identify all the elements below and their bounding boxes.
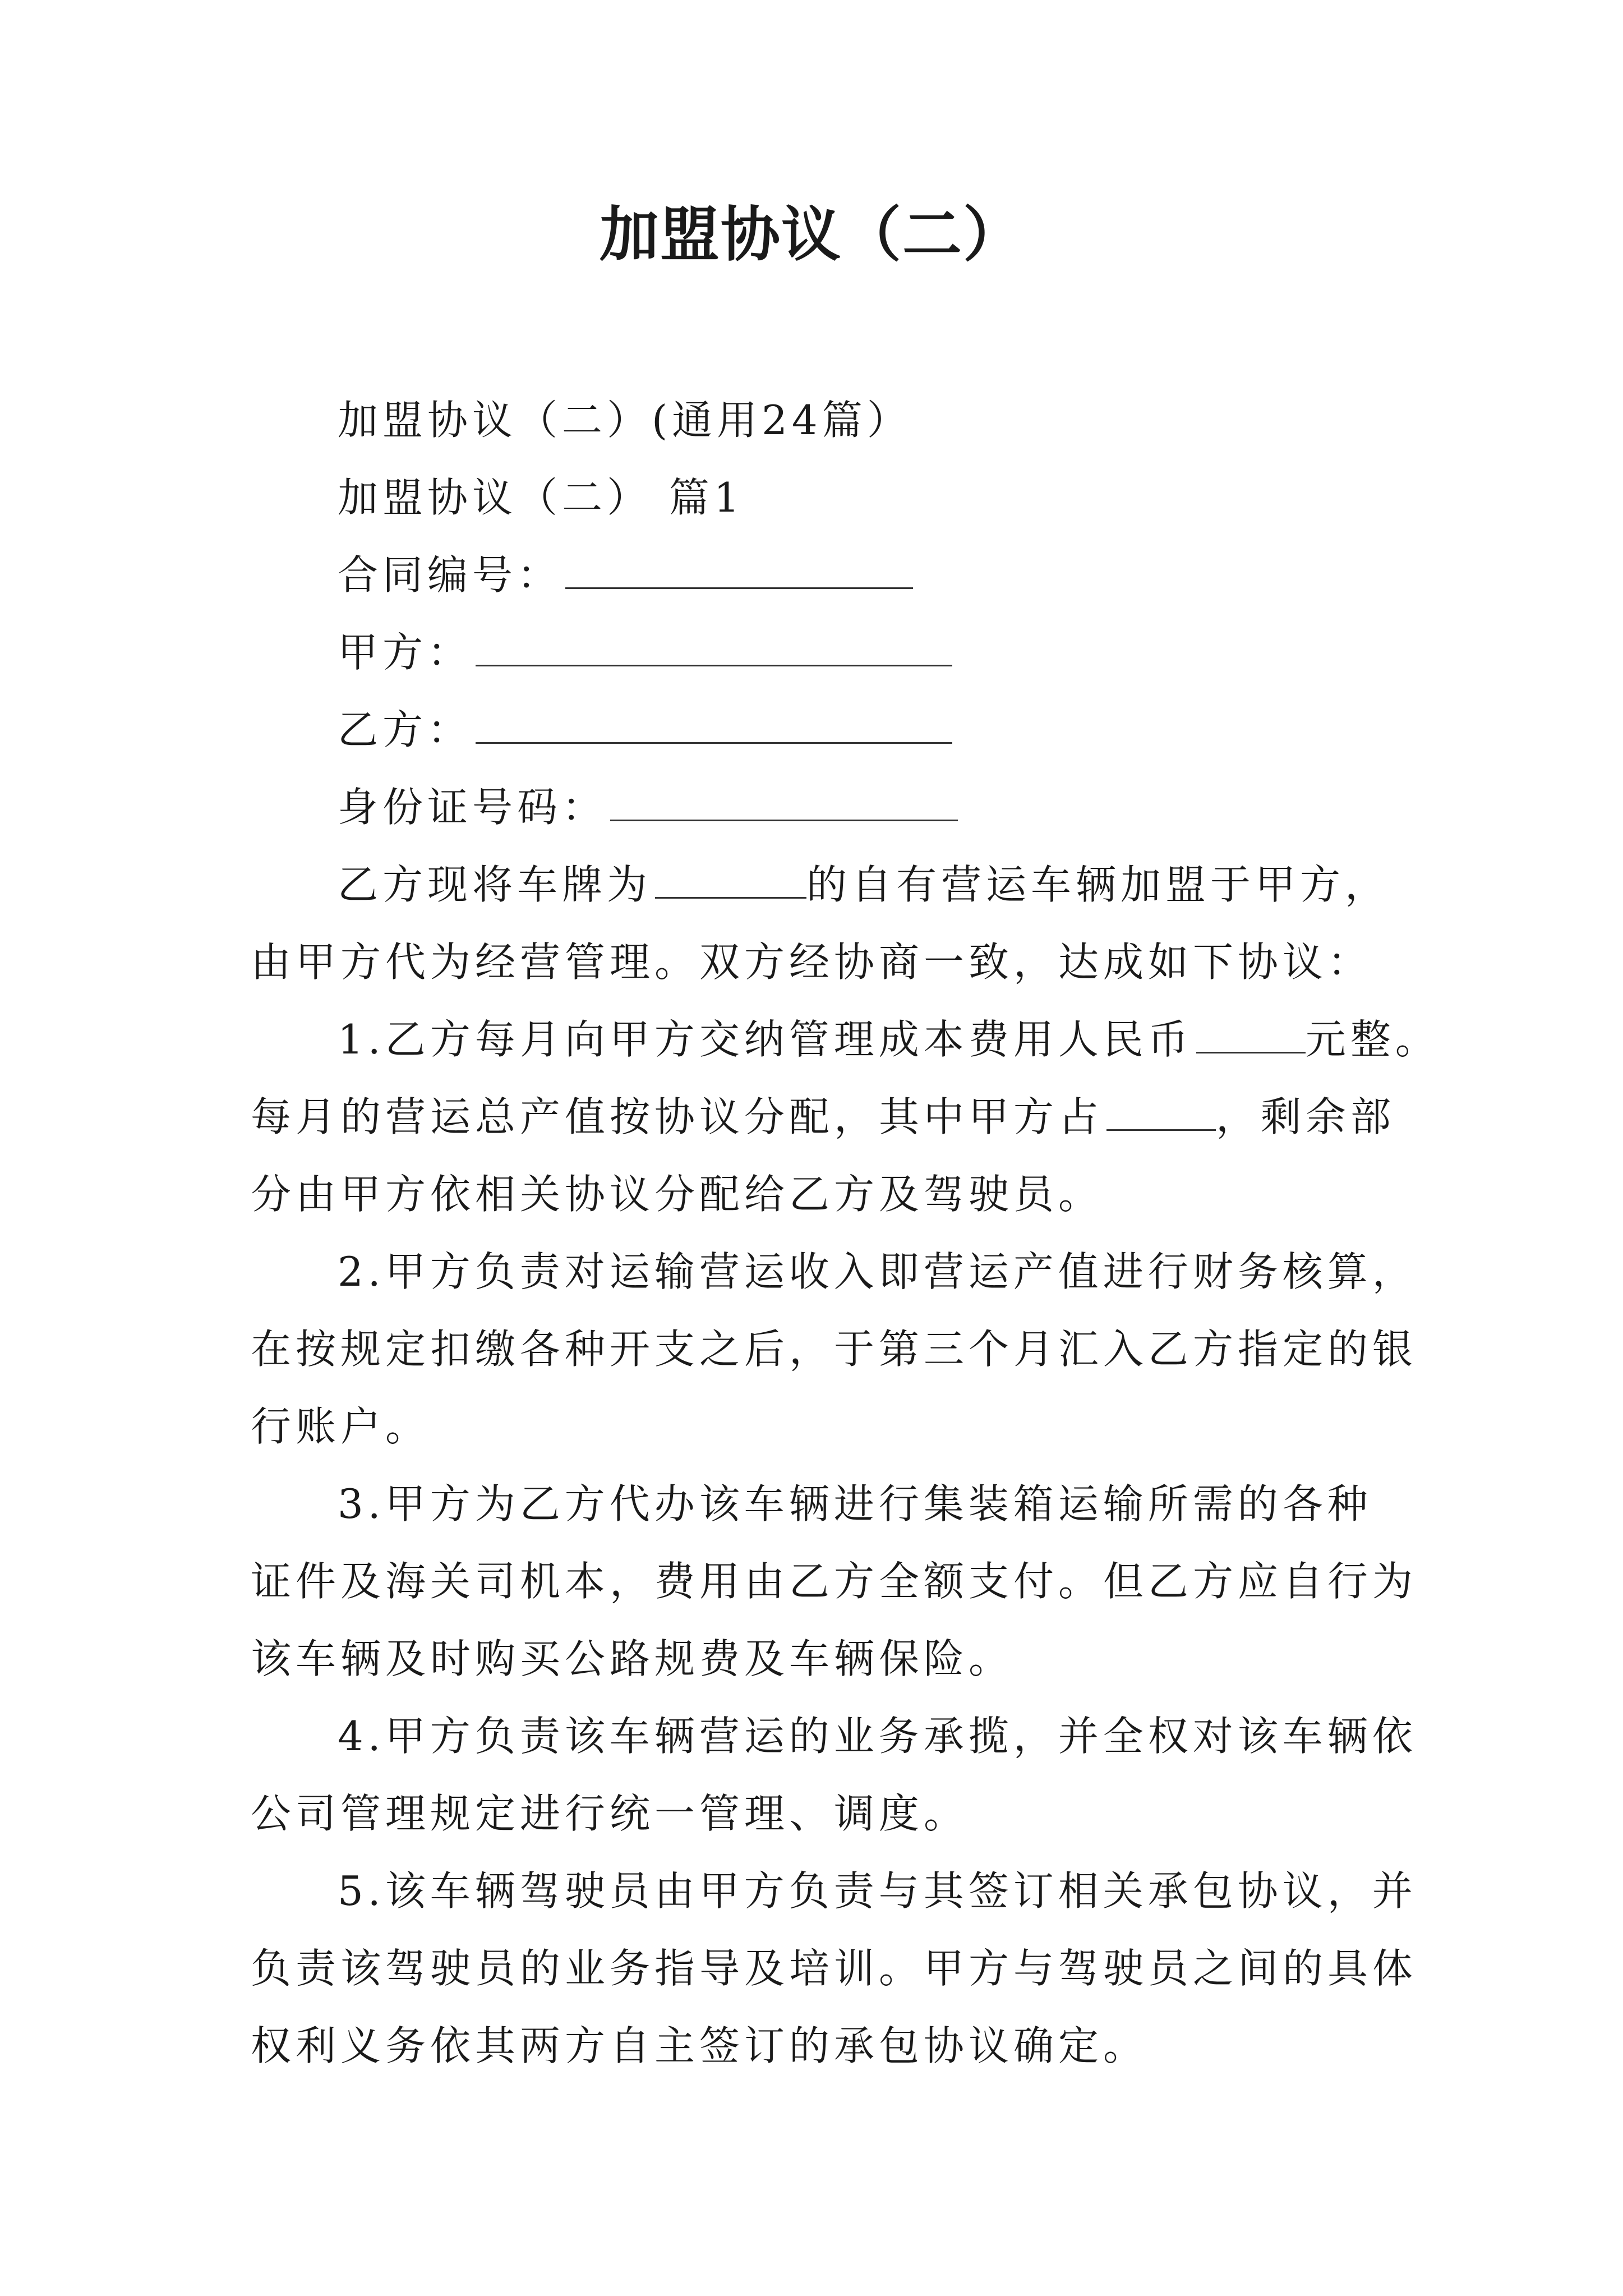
share-percent-blank bbox=[1106, 1097, 1216, 1131]
clause-2-line-1: 2.甲方负责对运输营运收入即营运产值进行财务核算， bbox=[338, 1248, 1417, 1295]
id-number-label: 身份证号码： bbox=[338, 784, 607, 831]
clause-1-line-3: 分由甲方依相关协议分配给乙方及驾驶员。 bbox=[251, 1171, 1104, 1218]
party-b-label: 乙方： bbox=[338, 706, 473, 753]
contract-number-blank bbox=[565, 555, 913, 589]
party-b-field bbox=[251, 691, 1372, 769]
clause-1-line-2 bbox=[251, 1078, 1396, 1156]
id-number-blank bbox=[610, 787, 958, 821]
party-b-blank bbox=[476, 710, 952, 744]
intro-line-2: 由甲方代为经营管理。双方经协商一致，达成如下协议： bbox=[251, 938, 1373, 986]
clause-1-line-2-text-1: 每月的营运总产值按协议分配，其中甲方占 bbox=[251, 1093, 1104, 1140]
clause-5-line-1: 5.该车辆驾驶员由甲方负责与其签订相关承包协议，并 bbox=[338, 1867, 1417, 1915]
clause-3-line-3: 该车辆及时购买公路规费及车辆保险。 bbox=[251, 1635, 1014, 1682]
clause-1-text-2: 元整。 bbox=[1305, 1016, 1440, 1063]
clause-2-line-3: 行账户。 bbox=[251, 1403, 431, 1450]
fee-amount-blank bbox=[1196, 1019, 1306, 1053]
clause-1-line-2-text-2: ，剩余部 bbox=[1216, 1093, 1396, 1140]
intro-line-1 bbox=[251, 846, 1390, 923]
section-heading: 加盟协议（二） 篇1 bbox=[338, 474, 744, 521]
party-a-field bbox=[251, 614, 1372, 691]
clause-1-text-1: 1.乙方每月向甲方交纳管理成本费用人民币 bbox=[338, 1016, 1193, 1063]
clause-2-line-2: 在按规定扣缴各种开支之后，于第三个月汇入乙方指定的银 bbox=[251, 1326, 1418, 1373]
clause-5-line-3: 权利义务依其两方自主签订的承包协议确定。 bbox=[251, 2022, 1149, 2069]
intro-text-1: 乙方现将车牌为 bbox=[338, 861, 652, 908]
party-a-blank bbox=[476, 632, 952, 666]
document-title: 加盟协议（二） bbox=[600, 200, 1023, 269]
clause-5-line-2: 负责该驾驶员的业务指导及培训。甲方与驾驶员之间的具体 bbox=[251, 1945, 1418, 1992]
clause-4-line-2: 公司管理规定进行统一管理、调度。 bbox=[251, 1790, 969, 1837]
document-body bbox=[251, 381, 1440, 2085]
contract-number-field bbox=[251, 536, 1372, 614]
clause-1-line-1 bbox=[251, 1001, 1440, 1078]
contract-number-label: 合同编号： bbox=[338, 551, 562, 599]
clause-3-line-1: 3.甲方为乙方代办该车辆进行集装箱运输所需的各种 bbox=[338, 1480, 1372, 1527]
clause-3-line-2: 证件及海关司机本，费用由乙方全额支付。但乙方应自行为 bbox=[251, 1558, 1418, 1605]
plate-number-blank bbox=[655, 864, 806, 899]
clause-4-line-1: 4.甲方负责该车辆营运的业务承揽，并全权对该车辆依 bbox=[338, 1713, 1417, 1760]
id-number-field bbox=[251, 769, 1372, 846]
document-subtitle: 加盟协议（二）(通用24篇） bbox=[338, 397, 912, 444]
party-a-label: 甲方： bbox=[338, 629, 473, 676]
intro-text-2: 的自有营运车辆加盟于甲方， bbox=[806, 861, 1390, 908]
